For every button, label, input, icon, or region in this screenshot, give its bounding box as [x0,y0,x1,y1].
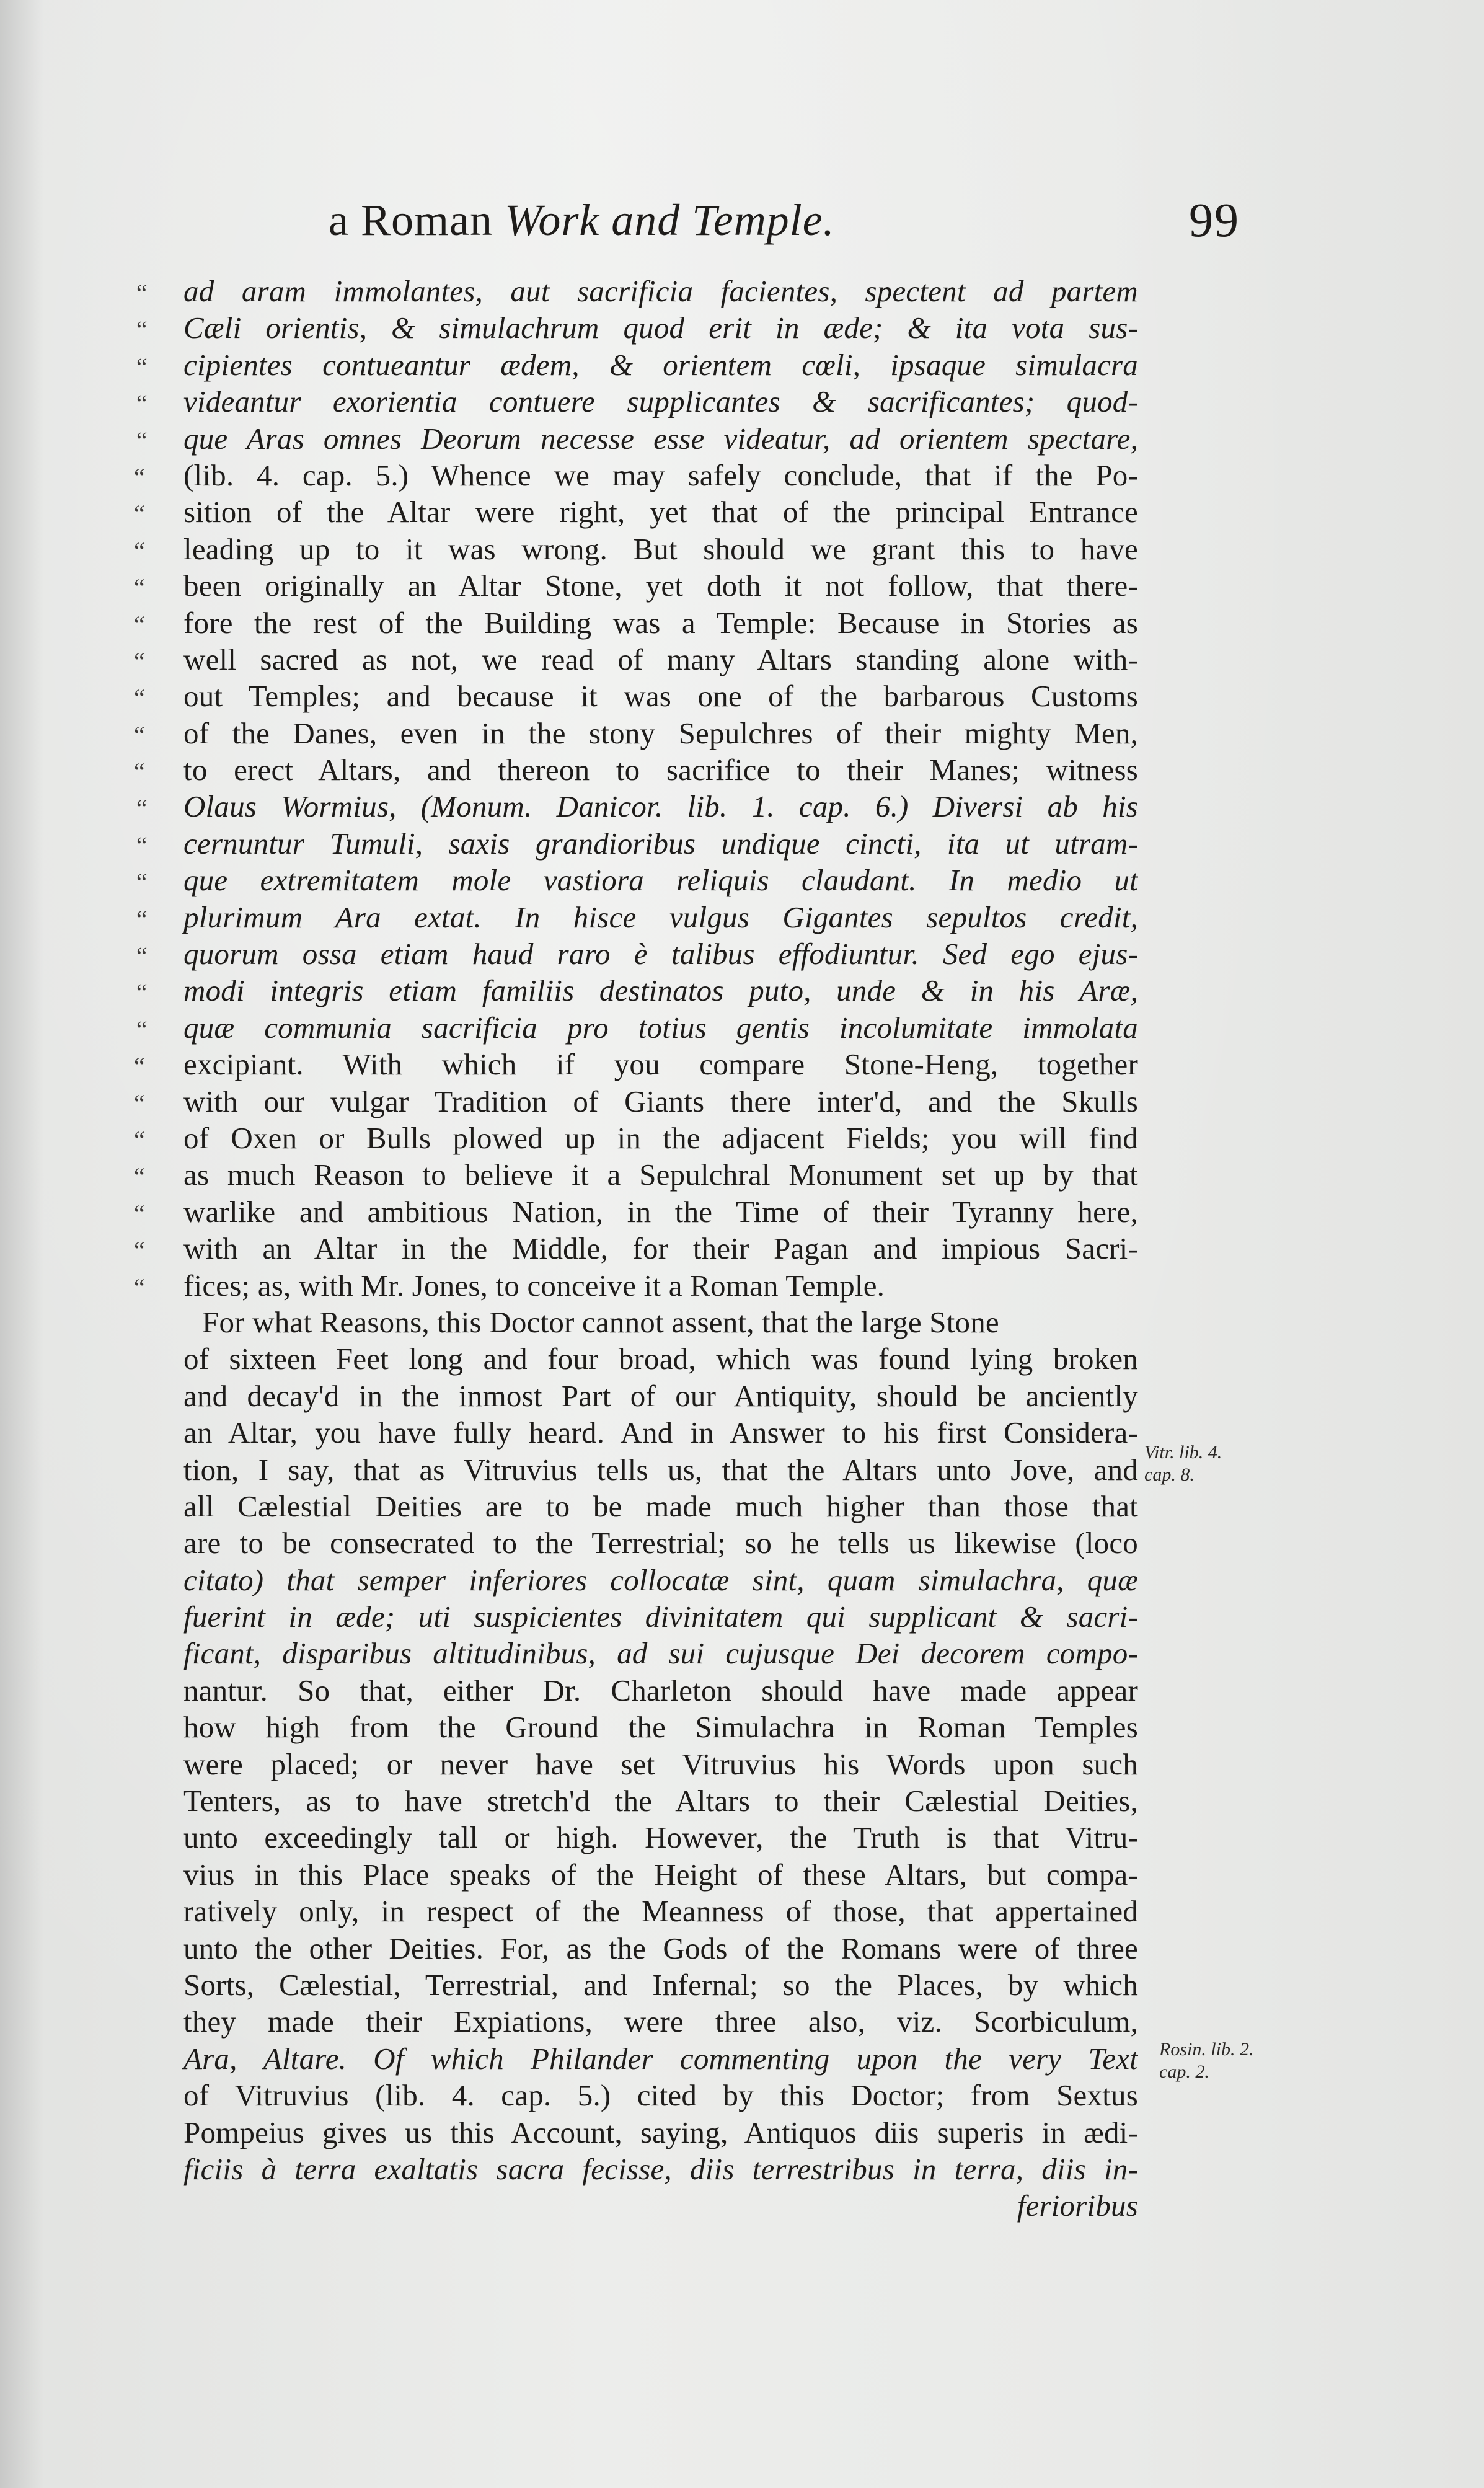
text-line: fuerint in æde; uti suspicientes divinitatem qui supplicant & sacri- [183,1600,1138,1634]
text-line: how high from the Ground the Simulachra in Roman Temples [183,1710,1138,1745]
quote-mark: “ [134,610,145,639]
page-number: 99 [1189,193,1240,247]
quote-mark: “ [134,1052,145,1081]
text-line: “ cernuntur Tumuli, saxis grandioribus undique cincti, ita ut utram- [134,825,1138,862]
text-line: “ been originally an Altar Stone, yet doth it not follow, that there- [134,567,1138,604]
text-line: “ Olaus Wormius, (Monum. Danicor. lib. 1. cap. 6.) Diversi ab his [134,788,1138,825]
text-line: “ modi integris etiam familiis destinatos puto, unde & in his Aræ, [134,972,1138,1009]
quote-mark: “ [134,794,148,823]
text-line: “ with an Altar in the Middle, for their Pagan and impious Sacri- [134,1230,1138,1267]
text-line: were placed; or never have set Vitruvius his Words upon such [183,1746,1138,1781]
text-line: “ quæ communia sacrificia pro totius gentis incolumitate immolata [134,1009,1138,1046]
quote-mark: “ [134,720,145,749]
text-line: “ videantur exorientia contuere supplicantes & sacrificantes; quod- [134,383,1138,420]
text-line: “ quorum ossa etiam haud raro è talibus effodiuntur. Sed ego ejus- [134,936,1138,972]
text-line: “ out Temples; and because it was one of the barbarous Customs [134,678,1138,714]
text-line: “ excipiant. With which if you compare Stone-Heng, together [134,1046,1138,1082]
quote-mark: “ [134,831,148,859]
quote-mark: “ [134,1162,145,1191]
quote-mark: “ [134,1089,145,1117]
gutter-shadow [0,0,43,2488]
running-title-italic: Work and Temple. [504,195,835,245]
quote-mark: “ [134,316,148,344]
quote-mark: “ [134,463,145,491]
text-line: “ with our vulgar Tradition of Giants there inter'd, and the Skulls [134,1083,1138,1120]
paragraph-start-line: For what Reasons, this Doctor cannot assent, that the large Stone [202,1304,999,1339]
text-line: “ of Oxen or Bulls plowed up in the adjacent Fields; you will find [134,1120,1138,1156]
text-line: an Altar, you have fully heard. And in Answer to his first Considera- [183,1415,1138,1450]
text-line: Sorts, Cælestial, Terrestrial, and Infernal; so the Places, by which [183,1967,1138,2002]
page-header [329,186,1240,254]
text-line: ficant, disparibus altitudinibus, ad sui cujusque Dei decorem compo- [183,1636,1138,1671]
body-text [134,273,1138,2225]
quote-mark: “ [134,684,145,712]
quote-mark: “ [134,942,148,970]
text-line: “ que extremitatem mole vastiora reliquis claudant. In medio ut [134,862,1138,898]
quote-mark: “ [134,978,148,1007]
running-title-roman: a Roman [329,195,505,245]
text-line: unto exceedingly tall or high. However, the Truth is that Vitru- [183,1820,1138,1855]
text-line: “ warlike and ambitious Nation, in the Time of their Tyranny here, [134,1193,1138,1230]
text-line: they made their Expiations, were three also, viz. Scorbiculum, [183,2004,1138,2039]
marginal-note-line: Rosin. lib. 2. [1159,2039,1254,2060]
quote-mark: “ [134,1199,145,1228]
marginal-note-line: cap. 2. [1159,2061,1209,2082]
quote-mark: “ [134,1015,148,1043]
text-line: Tenters, as to have stretch'd the Altars to their Cælestial Deities, [183,1784,1138,1818]
text-line: ficiis à terra exaltatis sacra fecisse, diis terrestribus in terra, diis in- [183,2151,1138,2186]
text-line: “ as much Reason to believe it a Sepulchral Monument set up by that [134,1156,1138,1193]
text-line: and decay'd in the inmost Part of our Antiquity, should be anciently [183,1378,1138,1413]
text-line: “ plurimum Ara extat. In hisce vulgus Gigantes sepultos credit, [134,899,1138,936]
text-line: Ara, Altare. Of which Philander commenting upon the very Text [183,2041,1138,2076]
quote-mark: “ [134,868,148,896]
text-line: “ Cæli orientis, & simulachrum quod erit in æde; & ita vota sus- [134,309,1138,346]
text-line: “ fices; as, with Mr. Jones, to conceive it a Roman Temple. [134,1267,1138,1304]
text-line: “ to erect Altars, and thereon to sacrifice to their Manes; witness [134,751,1138,788]
text-line: “ que Aras omnes Deorum necesse esse videatur, ad orientem spectare, [134,420,1138,457]
text-line: Pompeius gives us this Account, saying, Antiquos diis superis in ædi- [183,2115,1138,2149]
text-line: “ sition of the Altar were right, yet that of the principal Entrance [134,494,1138,530]
text-line: “ well sacred as not, we read of many Altars standing alone with- [134,641,1138,678]
text-line: of Vitruvius (lib. 4. cap. 5.) cited by this Doctor; from Sextus [183,2078,1138,2113]
marginal-note-line: Vitr. lib. 4. [1144,1442,1222,1463]
text-line: “ of the Danes, even in the stony Sepulchres of their mighty Men, [134,715,1138,751]
text-line: tion, I say, that as Vitruvius tells us, that the Altars unto Jove, and [183,1452,1138,1487]
quote-mark: “ [134,905,148,933]
quote-mark: “ [134,426,148,454]
quote-mark: “ [134,647,145,675]
text-line: “ ad aram immolantes, aut sacrificia facientes, spectent ad partem [134,273,1138,309]
text-line: “ fore the rest of the Building was a Temple: Because in Stories as [134,604,1138,641]
text-line: all Cælestial Deities are to be made much higher than those that [183,1489,1138,1523]
text-line: “ leading up to it was wrong. But should we grant this to have [134,531,1138,567]
text-line: “ cipientes contueantur ædem, & orientem cœli, ipsaque simulacra [134,347,1138,383]
text-line: of sixteen Feet long and four broad, which was found lying broken [183,1342,1138,1376]
text-line: citato) that semper inferiores collocatæ sint, quam simulachra, quæ [183,1562,1138,1597]
marginal-note-line: cap. 8. [1144,1464,1195,1485]
text-line: are to be consecrated to the Terrestrial; so he tells us likewise (loco [183,1526,1138,1561]
quote-mark: “ [134,389,148,418]
text-line: nantur. So that, either Dr. Charleton should have made appear [183,1673,1138,1707]
text-line: “ (lib. 4. cap. 5.) Whence we may safely conclude, that if the Po- [134,457,1138,494]
quote-mark: “ [134,1125,145,1154]
quote-mark: “ [134,536,145,565]
marginal-note-vitruvius [1144,1441,1222,1486]
quote-mark: “ [134,1236,145,1265]
quote-mark: “ [134,758,145,786]
text-line: vius in this Place speaks of the Height of these Altars, but compa- [183,1857,1138,1892]
quote-mark: “ [134,500,145,528]
text-line: ratively only, in respect of the Meanness of those, that appertained [183,1894,1138,1929]
running-title [329,186,835,254]
quote-mark: “ [134,1273,145,1301]
marginal-note-rosinus [1159,2039,1254,2083]
quote-mark: “ [134,573,145,602]
quote-mark: “ [134,352,148,381]
quote-mark: “ [134,279,148,307]
catchword: ferioribus [1017,2189,1138,2223]
text-line: unto the other Deities. For, as the Gods of the Romans were of three [183,1931,1138,1965]
